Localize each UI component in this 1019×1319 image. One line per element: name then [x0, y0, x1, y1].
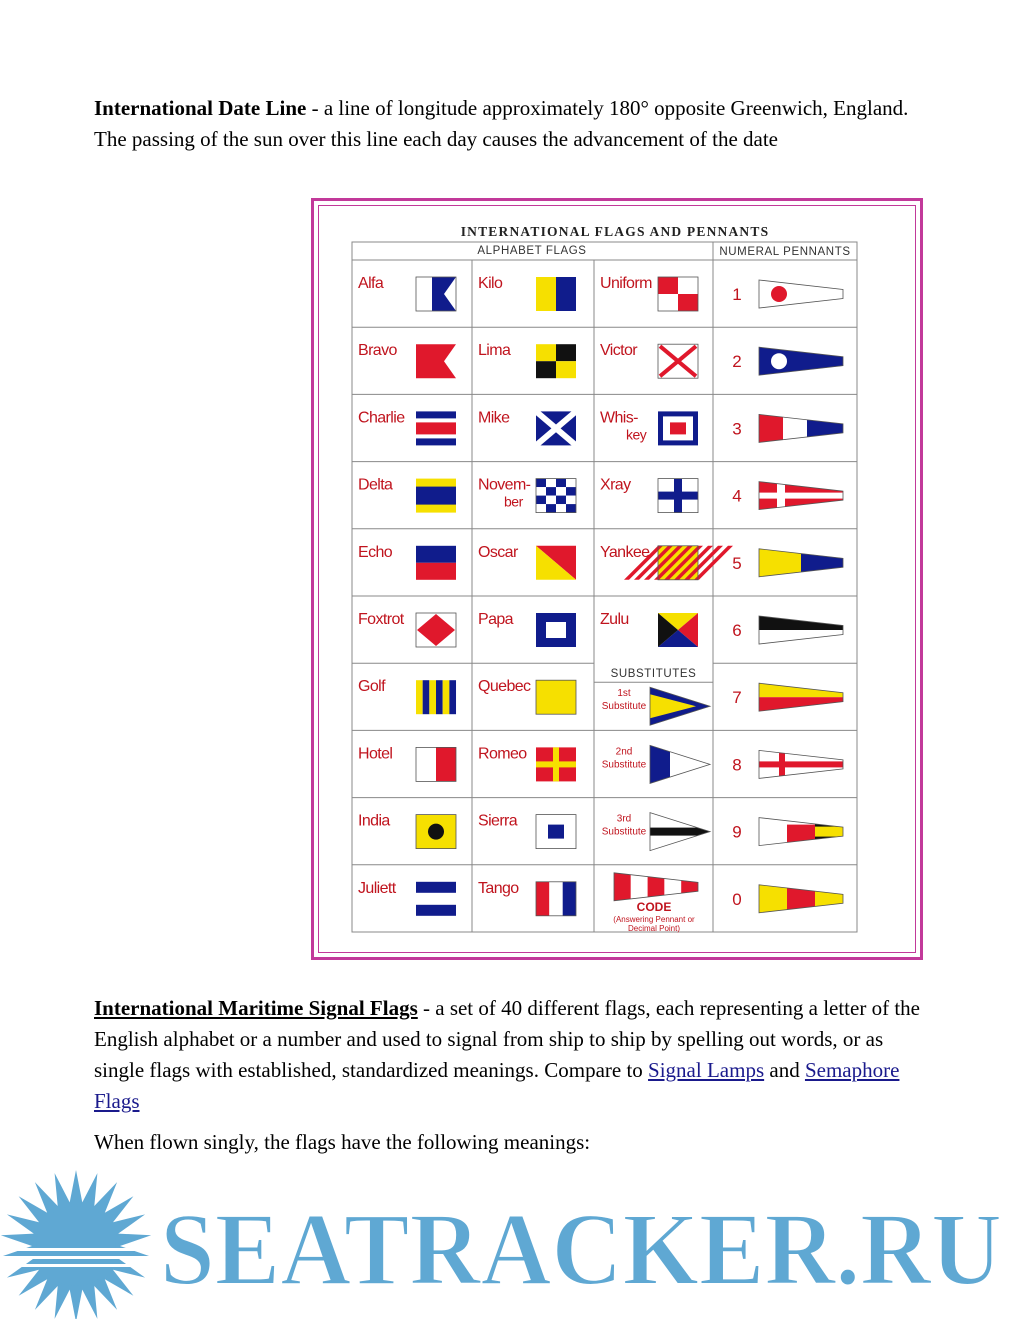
flag-cell-xray: [600, 477, 698, 513]
golf-flag-icon: [416, 680, 456, 714]
numeral-pennant-3-icon: [759, 414, 843, 442]
flag-cell-p4: [732, 482, 843, 510]
flag-cell-p7: [732, 683, 843, 711]
flag-cell-sub1: [602, 687, 710, 725]
flag-label: Papa: [478, 611, 513, 628]
echo-flag-icon: [416, 546, 456, 580]
flag-cell-charlie: [358, 409, 456, 445]
flag-cell-p0: [732, 885, 843, 913]
flag-cell-p8: [732, 750, 843, 778]
flag-cell-hotel: [358, 745, 456, 781]
flag-cell-delta: [358, 477, 456, 513]
flag-label: Foxtrot: [358, 611, 404, 628]
numeral-pennants-header: NUMERAL PENNANTS: [719, 246, 851, 258]
bravo-flag-icon: [416, 344, 456, 378]
flag-cell-sierra: [478, 813, 576, 849]
watermark-logo: [0, 1168, 1019, 1319]
flag-cell-romeo: [478, 745, 576, 781]
uniform-flag-icon: [658, 277, 698, 311]
flag-cell-p1: [732, 280, 843, 308]
link-semaphore-flags[interactable]: Semaphore Flags: [94, 1058, 900, 1113]
numeral-label: 8: [732, 755, 742, 775]
substitute-label: 2nd: [615, 746, 633, 758]
delta-flag-icon: [416, 479, 456, 513]
flag-label-2: key: [626, 426, 647, 443]
substitute-label: 1st: [617, 688, 631, 700]
flag-label: Tango: [478, 879, 519, 897]
sun-icon: [0, 1170, 160, 1319]
flag-cell-p9: [732, 818, 843, 846]
flag-label: Oscar: [478, 543, 518, 561]
flag-cell-india: [358, 813, 456, 849]
flag-cell-zulu: [600, 611, 698, 647]
flag-label: Novem-: [478, 476, 531, 494]
oscar-flag-icon: [536, 546, 576, 580]
flag-cell-foxtrot: [358, 611, 456, 647]
flag-label: Charlie: [358, 409, 405, 427]
romeo-flag-icon: [536, 747, 576, 781]
sierra-flag-icon: [536, 815, 576, 849]
definition-signal-flags: - a set of 40 different flags, each representing a letter of the English alphabet or a number and used to signal from ship to ship by spelling out words, or as single flags with established, standardized meanings. Compare to: [94, 996, 920, 1082]
flag-cell-quebec: [478, 678, 576, 714]
numeral-pennant-2-icon: [759, 347, 843, 375]
alphabet-flags-header: ALPHABET FLAGS: [477, 245, 587, 257]
flag-label: Kilo: [478, 275, 503, 292]
india-flag-icon: [416, 815, 456, 849]
numeral-pennant-0-icon: [759, 885, 843, 913]
flag-cell-bravo: [358, 342, 456, 378]
paragraph-meanings-intro: [94, 1127, 924, 1158]
lima-flag-icon: [536, 344, 576, 378]
xray-flag-icon: [658, 479, 698, 513]
term-date-line: International Date Line: [94, 96, 307, 120]
foxtrot-flag-icon: [416, 613, 456, 647]
sub3-pennant-icon: [650, 813, 710, 851]
alfa-flag-icon: [416, 277, 456, 311]
numeral-pennant-9-icon: [759, 818, 843, 846]
definition-date-line: - a line of longitude approximately 180° opposite Greenwich, England. The passing of the sun over this line each day causes the advancement of the date: [94, 96, 909, 151]
numeral-label: 7: [732, 688, 742, 708]
numeral-pennant-7-icon: [759, 683, 843, 711]
juliett-flag-icon: [416, 882, 456, 916]
numeral-label: 2: [732, 352, 742, 372]
hotel-flag-icon: [416, 747, 456, 781]
flag-cell-p6: [732, 616, 843, 644]
code-sublabel: (Answering Pennant or: [613, 914, 695, 924]
flag-cell-victor: [600, 342, 698, 378]
november-flag-icon: [536, 479, 576, 513]
flag-cell-uniform: [600, 275, 698, 311]
flag-label: Echo: [358, 543, 393, 561]
flag-cell-p2: [732, 347, 843, 375]
flags-chart-frame: [311, 198, 923, 960]
sub1-pennant-icon: [650, 687, 710, 725]
paragraph-date-line: [94, 93, 924, 155]
flag-cell-echo: [358, 544, 456, 580]
flag-label: Alfa: [358, 275, 384, 292]
flag-label: Juliett: [358, 879, 396, 897]
flag-label: Uniform: [600, 275, 652, 292]
flag-label: Romeo: [478, 745, 527, 763]
flag-cell-sub2: [602, 745, 710, 783]
zulu-flag-icon: [658, 613, 698, 647]
flag-cell-mike: [478, 409, 576, 445]
numeral-label: 4: [732, 486, 742, 506]
link-signal-lamps[interactable]: Signal Lamps: [648, 1058, 765, 1082]
flag-cell-alfa: [358, 275, 456, 311]
flag-label: Bravo: [358, 342, 397, 360]
flag-label: India: [358, 812, 390, 830]
flag-label: Mike: [478, 409, 510, 427]
quebec-flag-icon: [536, 680, 576, 714]
flag-label: Yankee: [600, 543, 650, 561]
flag-label: Hotel: [358, 745, 393, 763]
numeral-label: 0: [732, 889, 742, 909]
flag-cell-juliett: [358, 880, 456, 916]
code-sublabel-2: Decimal Point): [627, 923, 681, 933]
flags-chart: [314, 201, 920, 957]
tango-flag-icon: [536, 882, 576, 916]
flag-label: Zulu: [600, 611, 629, 628]
numeral-label: 9: [732, 822, 742, 842]
flag-cell-whiskey: [600, 409, 698, 445]
text-and: and: [764, 1058, 805, 1082]
flag-cell-november: [478, 477, 576, 513]
flag-cell-papa: [478, 611, 576, 647]
numeral-label: 3: [732, 419, 742, 439]
numeral-pennant-5-icon: [759, 549, 843, 577]
substitute-label: 3rd: [616, 813, 632, 825]
flag-label: Quebec: [478, 678, 531, 696]
flag-label: Lima: [478, 342, 511, 360]
flag-label: Golf: [358, 678, 385, 696]
flag-cell-tango: [478, 880, 576, 916]
flag-label: Whis-: [600, 409, 638, 427]
flag-label: Sierra: [478, 812, 518, 830]
flag-cell-code: [613, 873, 698, 933]
code-label: CODE: [636, 899, 672, 914]
papa-flag-icon: [536, 613, 576, 647]
numeral-label: 6: [732, 621, 742, 640]
flag-cell-sub3: [602, 813, 710, 851]
flag-label: Delta: [358, 476, 393, 494]
victor-flag-icon: [658, 344, 698, 378]
numeral-pennant-1-icon: [759, 280, 843, 308]
numeral-pennant-8-icon: [759, 750, 843, 778]
mike-flag-icon: [536, 411, 576, 445]
numeral-pennant-4-icon: [759, 482, 843, 510]
numeral-pennant-6-icon: [759, 616, 843, 644]
paragraph-signal-flags: [94, 993, 924, 1117]
substitute-label-2: Substitute: [601, 759, 647, 771]
numeral-label: 1: [732, 285, 742, 304]
code-pennant-icon: [614, 873, 698, 901]
substitute-label-2: Substitute: [601, 826, 647, 838]
substitutes-header: SUBSTITUTES: [610, 668, 697, 681]
flag-cell-lima: [478, 342, 576, 378]
flag-cell-golf: [358, 678, 456, 714]
flag-cell-kilo: [478, 275, 576, 311]
flag-cell-p3: [732, 414, 843, 442]
charlie-flag-icon: [416, 411, 456, 445]
flag-label: Victor: [600, 342, 638, 360]
numeral-label: 5: [732, 553, 742, 573]
meanings-intro-text: When flown singly, the flags have the following meanings:: [94, 1130, 591, 1154]
whiskey-flag-icon: [658, 411, 698, 445]
watermark-text: SEATRACKER.RU: [160, 1192, 1002, 1307]
flag-label: Xray: [600, 476, 631, 494]
kilo-flag-icon: [536, 277, 576, 311]
term-signal-flags: International Maritime Signal Flags: [94, 996, 418, 1020]
flag-cell-p5: [732, 549, 843, 577]
flag-cell-oscar: [478, 544, 576, 580]
chart-title: INTERNATIONAL FLAGS AND PENNANTS: [460, 224, 770, 239]
sub2-pennant-icon: [650, 745, 710, 783]
substitute-label-2: Substitute: [601, 701, 647, 713]
flag-label-2: ber: [504, 493, 523, 510]
